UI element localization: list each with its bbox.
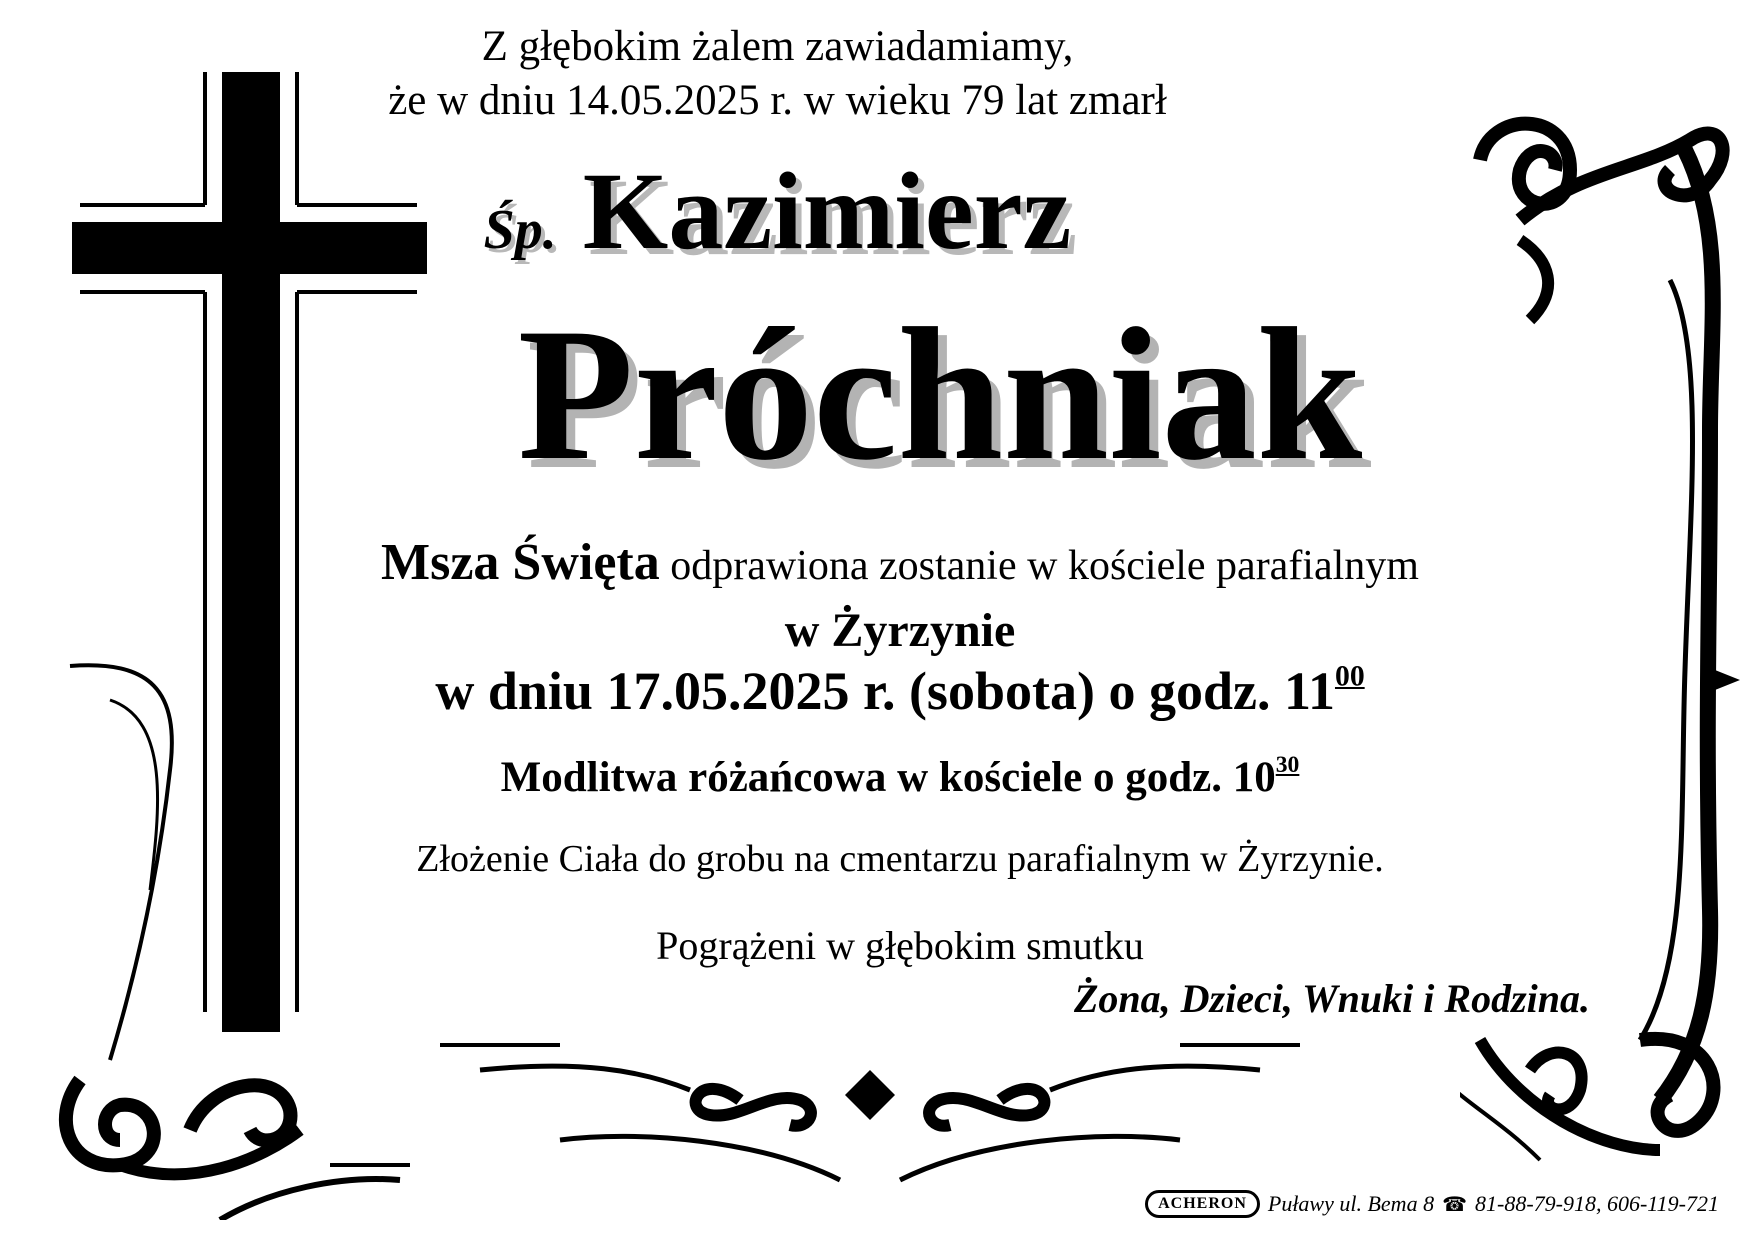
- footer-address: Puławy ul. Bema 8: [1267, 1191, 1435, 1216]
- mass-line: [300, 533, 1500, 592]
- telephone-icon: ☎: [1442, 1193, 1467, 1216]
- mass-title: Msza Święta: [381, 534, 660, 591]
- mass-minutes: 00: [1334, 660, 1365, 693]
- prefix-sp: Śp.: [483, 199, 557, 261]
- right-ornament: [1460, 110, 1740, 1200]
- rosary-text: Modlitwa różańcowa w kościele o godz. 10: [500, 753, 1276, 801]
- deceased-name-line: [200, 148, 1355, 275]
- mass-date-text: w dniu 17.05.2025 r. (sobota) o godz. 11: [435, 661, 1335, 721]
- mass-place: w Żyrzynie: [784, 604, 1016, 657]
- mass-text: odprawiona zostanie w kościele parafialnym: [670, 543, 1419, 589]
- intro-line-2: że w dniu 14.05.2025 r. w wieku 79 lat zmarł: [388, 77, 1167, 124]
- company-logo: ACHERON: [1145, 1190, 1260, 1218]
- intro-line-1: Z głębokim żalem zawiadamiamy,: [481, 23, 1074, 70]
- footer-phones: 81-88-79-918, 606-119-721: [1475, 1191, 1719, 1216]
- surname: Próchniak: [517, 290, 1363, 500]
- mourning-line: Pogrążeni w głębokim smutku: [656, 923, 1144, 968]
- rosary-minutes: 30: [1275, 752, 1300, 778]
- family-signature: Żona, Dzieci, Wnuki i Rodzina.: [1073, 976, 1590, 1021]
- burial-line: Złożenie Ciała do grobu na cmentarzu parafialnym w Żyrzynie.: [416, 838, 1384, 880]
- footer: [1145, 1190, 1719, 1218]
- first-name: Kazimierz: [582, 150, 1072, 272]
- rosary-line: [300, 752, 1500, 802]
- left-ornament: [40, 660, 460, 1220]
- mass-date: [300, 660, 1500, 722]
